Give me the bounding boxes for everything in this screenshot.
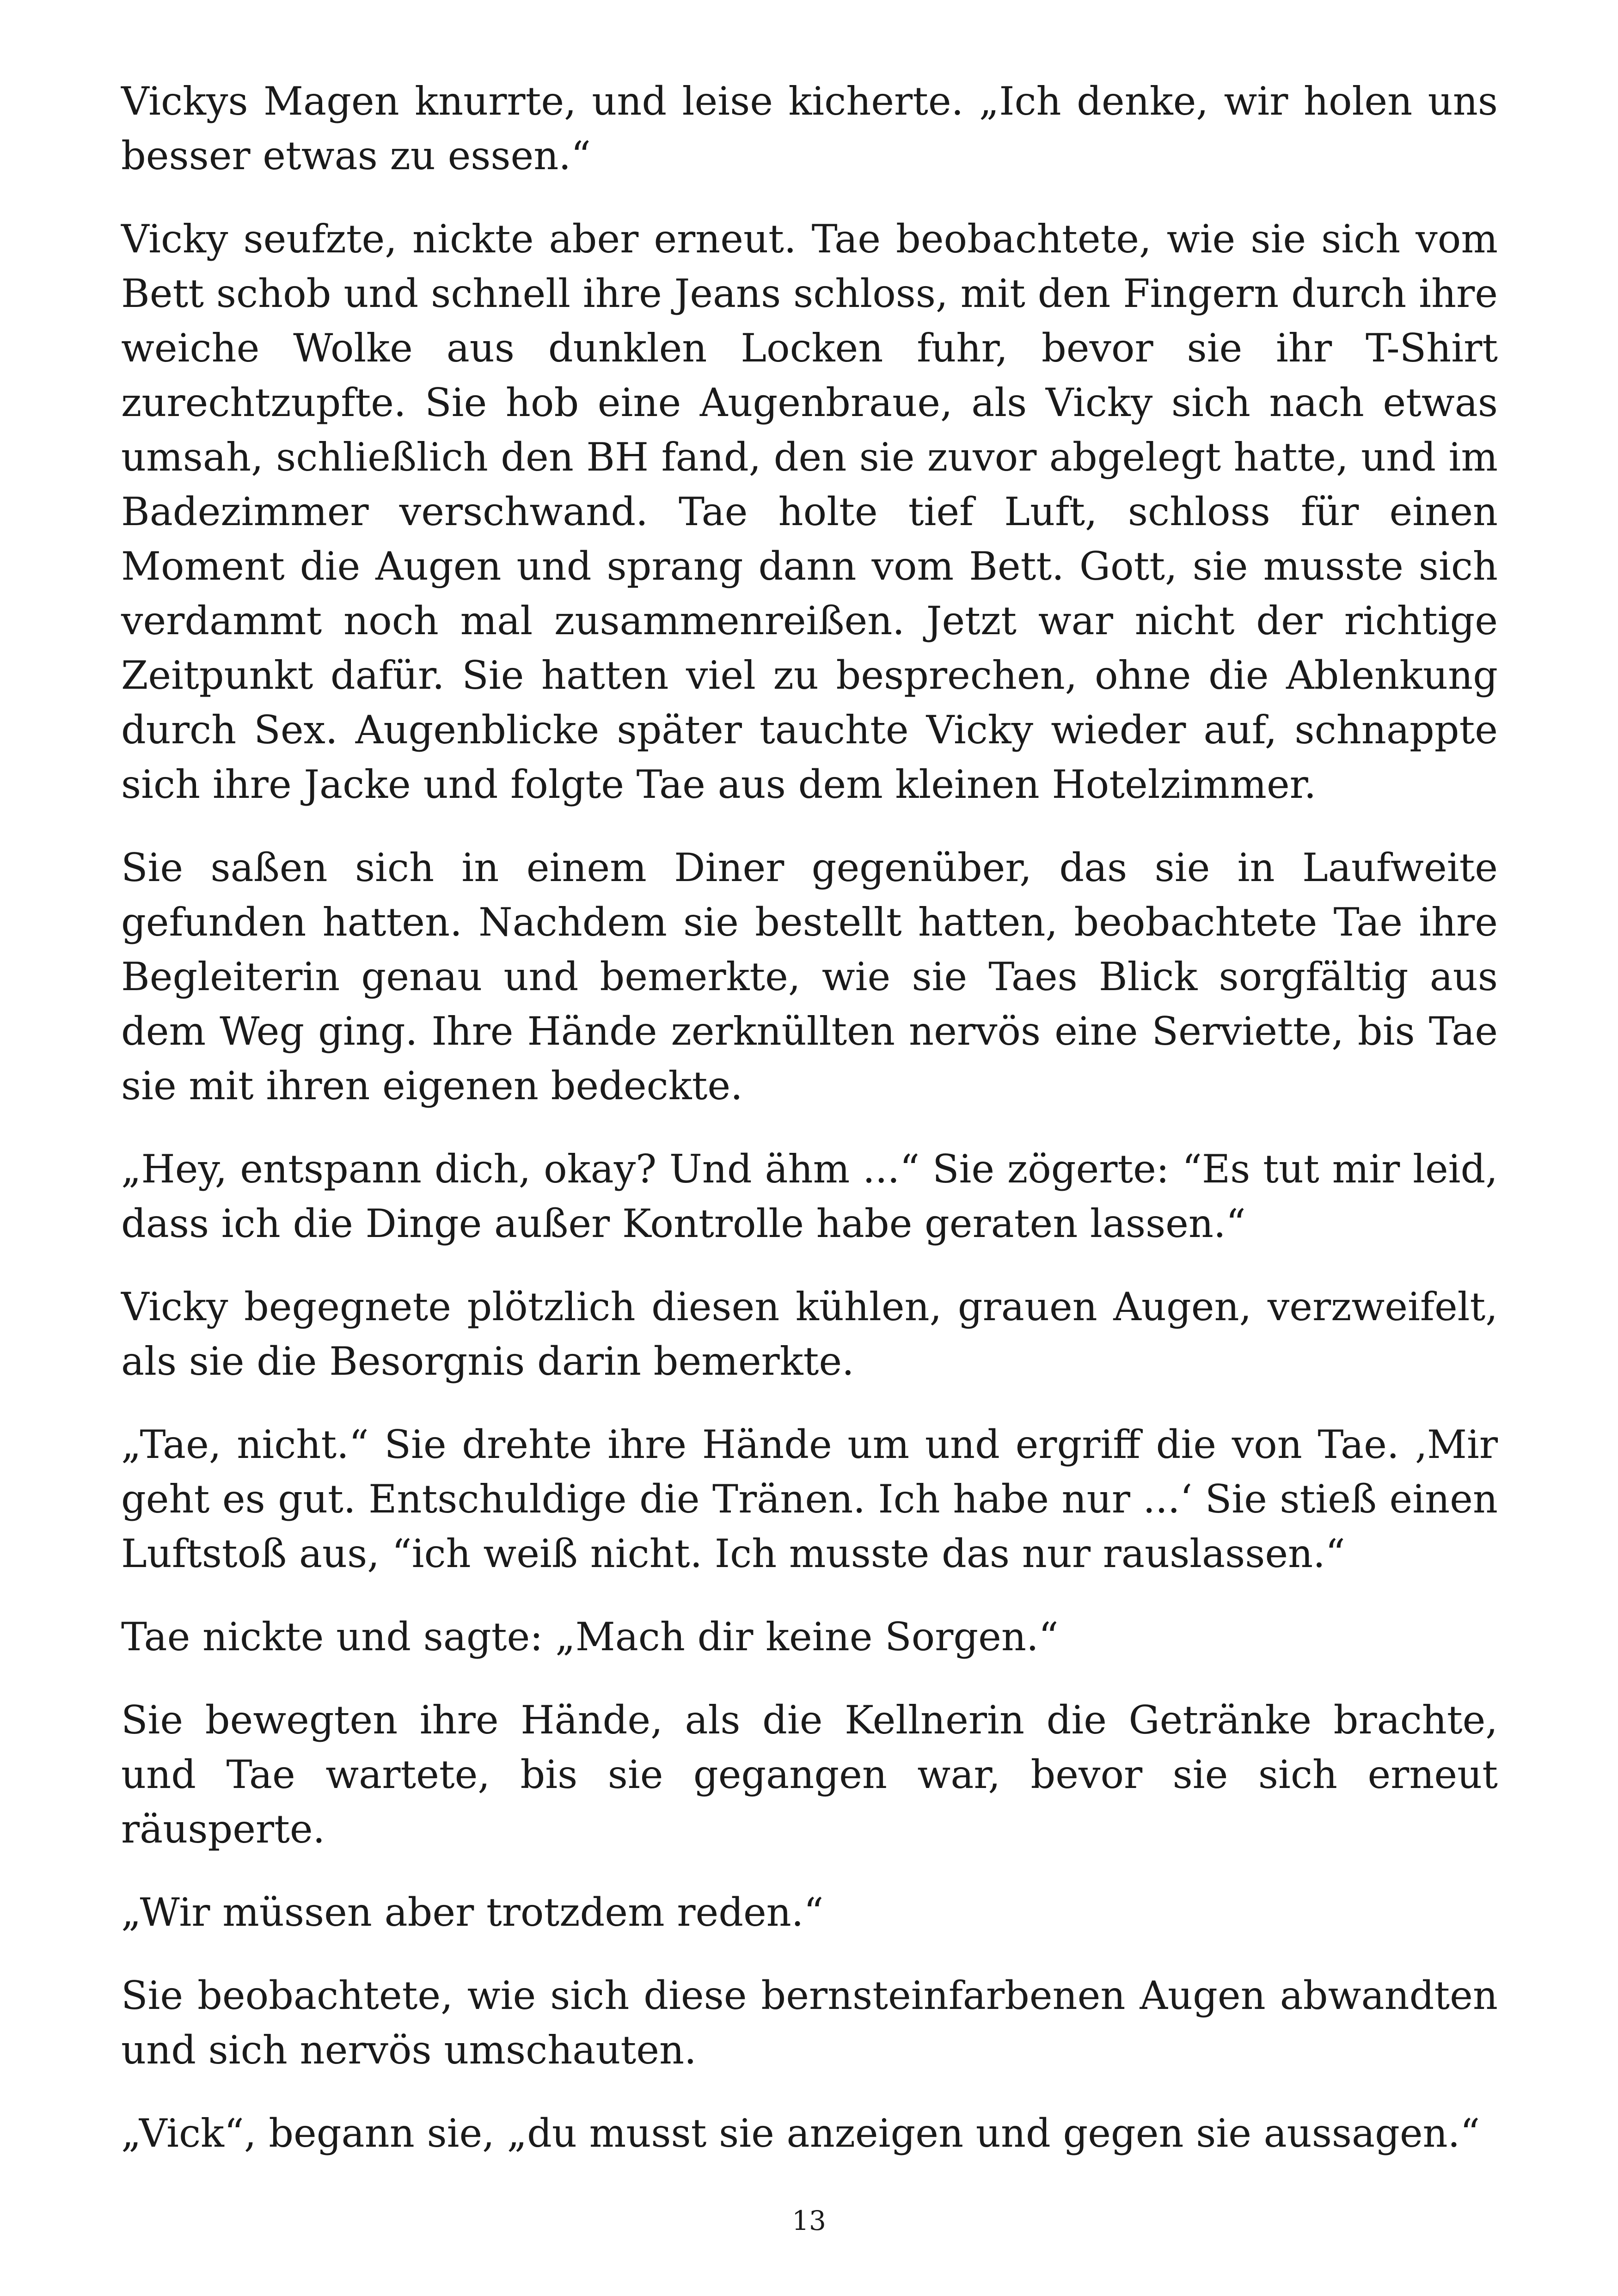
paragraph: Vickys Magen knurrte, und leise kicherte. „Ich denke, wir holen uns besser etwas zu essen.“ — [121, 79, 1498, 178]
page-number: 13 — [792, 2205, 826, 2236]
paragraph: „Vick“, begann sie, „du musst sie anzeigen und gegen sie aussagen.“ — [121, 2111, 1480, 2156]
paragraph: Vicky begegnete plötzlich diesen kühlen, grauen Augen, verzweifelt, als sie die Besorgnis darin bemerkte. — [121, 1284, 1498, 1384]
page-body — [121, 74, 1498, 2189]
paragraph: Sie beobachtete, wie sich diese bernsteinfarbenen Augen abwandten und sich nervös umschauten. — [121, 1973, 1498, 2073]
paragraph: „Wir müssen aber trotzdem reden.“ — [121, 1890, 824, 1935]
paragraph: Vicky seufzte, nickte aber erneut. Tae beobachtete, wie sie sich vom Bett schob und schnell ihre Jeans schloss, mit den Fingern durch ihre weiche Wolke aus dunklen Locken fuhr, bevor sie ihr T-Shirt zurechtzupfte. Sie hob eine Augenbraue, als Vicky sich nach etwas umsah, schließlich den BH fand, den sie zuvor abgelegt hatte, und im Badezimmer verschwand. Tae holte tief Luft, schloss für einen Moment die Augen und sprang dann vom Bett. Gott, sie musste sich verdammt noch mal zusammenreißen. Jetzt war nicht der richtige Zeitpunkt dafür. Sie hatten viel zu besprechen, ohne die Ablenkung durch Sex. Augenblicke später tauchte Vicky wieder auf, schnappte sich ihre Jacke und folgte Tae aus dem kleinen Hotelzimmer. — [121, 216, 1498, 807]
paragraph: „Hey, entspann dich, okay? Und ähm ...“ Sie zögerte: “Es tut mir leid, dass ich die Dinge außer Kontrolle habe geraten lassen.“ — [121, 1146, 1498, 1246]
paragraph: „Tae, nicht.“ Sie drehte ihre Hände um und ergriff die von Tae. ‚Mir geht es gut. Entschuldige die Tränen. Ich habe nur ...‘ Sie stieß einen Luftstoß aus, “ich weiß nicht. Ich musste das nur rauslassen.“ — [121, 1422, 1498, 1576]
paragraph: Tae nickte und sagte: „Mach dir keine Sorgen.“ — [121, 1614, 1059, 1659]
paragraph: Sie bewegten ihre Hände, als die Kellnerin die Getränke brachte, und Tae wartete, bis sie gegangen war, bevor sie sich erneut räusperte. — [121, 1697, 1498, 1852]
paragraph: Sie saßen sich in einem Diner gegenüber, das sie in Laufweite gefunden hatten. Nachdem sie bestellt hatten, beobachtete Tae ihre Begleiterin genau und bemerkte, wie sie Taes Blick sorgfältig aus dem Weg ging. Ihre Hände zerknüllten nervös eine Serviette, bis Tae sie mit ihren eigenen bedeckte. — [121, 845, 1498, 1108]
